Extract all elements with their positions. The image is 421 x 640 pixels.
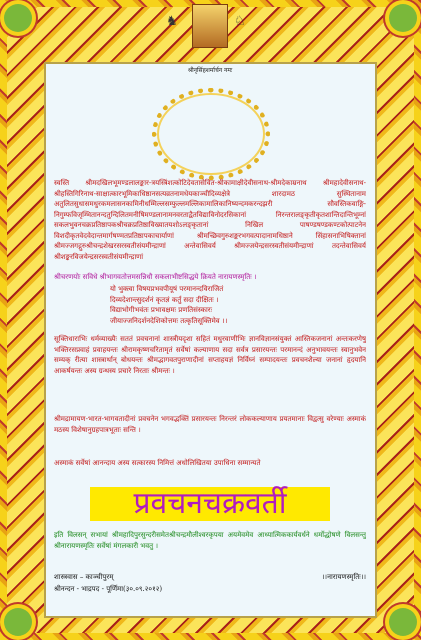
main-paragraph: स्वस्ति श्रीमदखिलभूमण्डलालङ्कार-त्रयस्त्रिंशत्कोटिदेवतासेवित-श्रीकामाक्षीदेवीसनाथ-श्रीमदेकाम्रनाथ श्रीमहादेवीसनाथ-श्रीहस्तिगिरिनाथ-साक्षात्कारभूमिकाधिष्ठानसत्यव्रतनामधेयकाञ्चीदिव्यक्षेत्रे शारदामठ सुस्थितानाम अतुलितसुधासमधुरकमलासनकामिनीधम्मिल्लसम्फुल्लमल्लिकामालिकानिष्यन्दमकरन्दझरी सौवस्तिकवाङ्गि-निगुम्फविजृम्भितानन्दतुन्दिलितमनीषिमण्डलानामनवरताद्वैतविद्याविनोदरसिकानां निरन्तरालङ्कृतीकृतशान्तिदान्तिभूम्नां सकलभुवनचक्रप्रतिष्ठापकश्रीचक्रप्रतिष्ठाविख्यातयशोऽलङ्कृतानां निखिल पाषण्डषण्डकण्टकोत्पाटनेन विशदीकृतवेदवेदान्तमार्गषण्मतप्रतिष्ठापकाचार्याणां श्रीमच्छिवगुरुशङ्करभगवत्पादानामधिष्ठाने सिंहासनाभिषिक्तानां श्रीमज्जगद्गुरुश्रीचन्द्रशेखरसरस्वतीसंयमीन्द्राणां अन्तेवासिवर्य श्रीमज्जयेन्द्रसरस्वतीसंयमीन्द्राणां तदन्तेवासिवर्य श्रीशङ्करविजयेन्द्रसरस्वतीसंयमीन्द्राणां	[54, 179, 366, 261]
conferral-paragraph: अस्माकं सर्वेषां आनन्दाय अस्य सत्कारस्य निमित्तं अधोलिखितया उपाधिना सम्मान्यते	[54, 459, 261, 467]
wreath-emblem	[152, 88, 270, 180]
verse-line: जीयाज्जनिदर्शनदेशिकोत्तमः तत्कृतिसूक्तिमेव ।।	[110, 316, 228, 325]
corner-ornament-top-left	[4, 4, 32, 32]
invocation-line: श्रीनृसिंहशर्मार्चन नमः	[187, 67, 233, 74]
corner-ornament-bottom-right	[389, 608, 417, 636]
bird-left-icon: ♞	[166, 14, 178, 29]
bird-right-icon: ♘	[234, 14, 246, 29]
blessing-line: श्रीचरणयोः सविधे श्रीभागवतोत्तमसन्निधौ सकलाभीष्टसिद्धये क्रियते नारायणस्मृतिः ।	[54, 273, 257, 281]
closing-paragraph: इति विलसन् सभायां श्रीमहादिपुरसुन्दरीसमेतश्रीचन्द्रमौलीश्वरकृपया अयमेवमेव आध्यात्मिककार्यवर्धने धर्मोद्धोषणे विलसन्तु श्रीनारायणस्मृतिः सर्वेषां मंगलकारी भवतु ।	[54, 531, 366, 550]
activity-paragraph: श्रीमद्रामायण-भारत-भागवतादीनां प्रवचनेन भगवद्भक्तिं प्रसारयन्तः निरन्तरं लोककल्याणाय प्रयतमानाः विद्वत्सु वरेण्याः अस्माकं मठस्य विशेषानुग्रहपात्रभूताः सन्ति ।	[54, 415, 366, 434]
verse-line: दिव्यदेशान्त्सुदर्शनं कृतज्ञं कर्तुं सदा दीक्षितः ।	[110, 295, 219, 304]
praise-paragraph: सूक्तिधाराभिः धर्मव्याख्यैः सततं प्रवचनानां शास्त्रीयदृशा सहितं मधुरवाणीभिः ज्ञानविज्ञानसंयुक्तं आस्तिकजनानां अन्तःकरणेषु भक्तिरसप्रवाहं प्रवाहयन्तः श्रीरामकृष्णचरितामृतं सर्वेषां कल्याणाय सदा सर्वत्र प्रसारयन्तः परमानन्दं अनुभावयन्तः स्वानुभवेन सम्यक् रीत्या शास्त्रार्थान् बोधयन्तः श्रीमद्भागवतपुराणादीनां सप्ताहयज्ञं निर्विघ्नं सम्पादयन्तः प्रवचनशैल्या जनानां हृदयानि आकर्षयन्तः अस्य ग्रन्थस्य प्रचारे निरताः श्रीमन्तः ।	[54, 335, 366, 375]
verse-line: विद्याभोगीभवंतः प्रभावक्षमः प्रणतिसंस्कारः	[110, 306, 213, 314]
verse-line: यो भुक्त्वा विषयप्रभवपीयूषं परमानन्दविराजितं	[110, 285, 224, 293]
signature-line: ।।नारायणस्मृतिः।।	[321, 573, 366, 581]
place-line: शास्त्रवास – काञ्चीपुरम्	[54, 573, 114, 581]
honorific-title: प्रवचनचक्रवर्ती	[133, 486, 287, 521]
corner-ornament-top-right	[389, 4, 417, 32]
corner-ornament-bottom-left	[4, 608, 32, 636]
date-line: श्रीनन्दन - भाद्रपद - पूर्णिमा(३०.०९.२०१२)	[54, 585, 163, 593]
verse-block	[110, 284, 350, 326]
deity-seal-image	[192, 4, 228, 48]
